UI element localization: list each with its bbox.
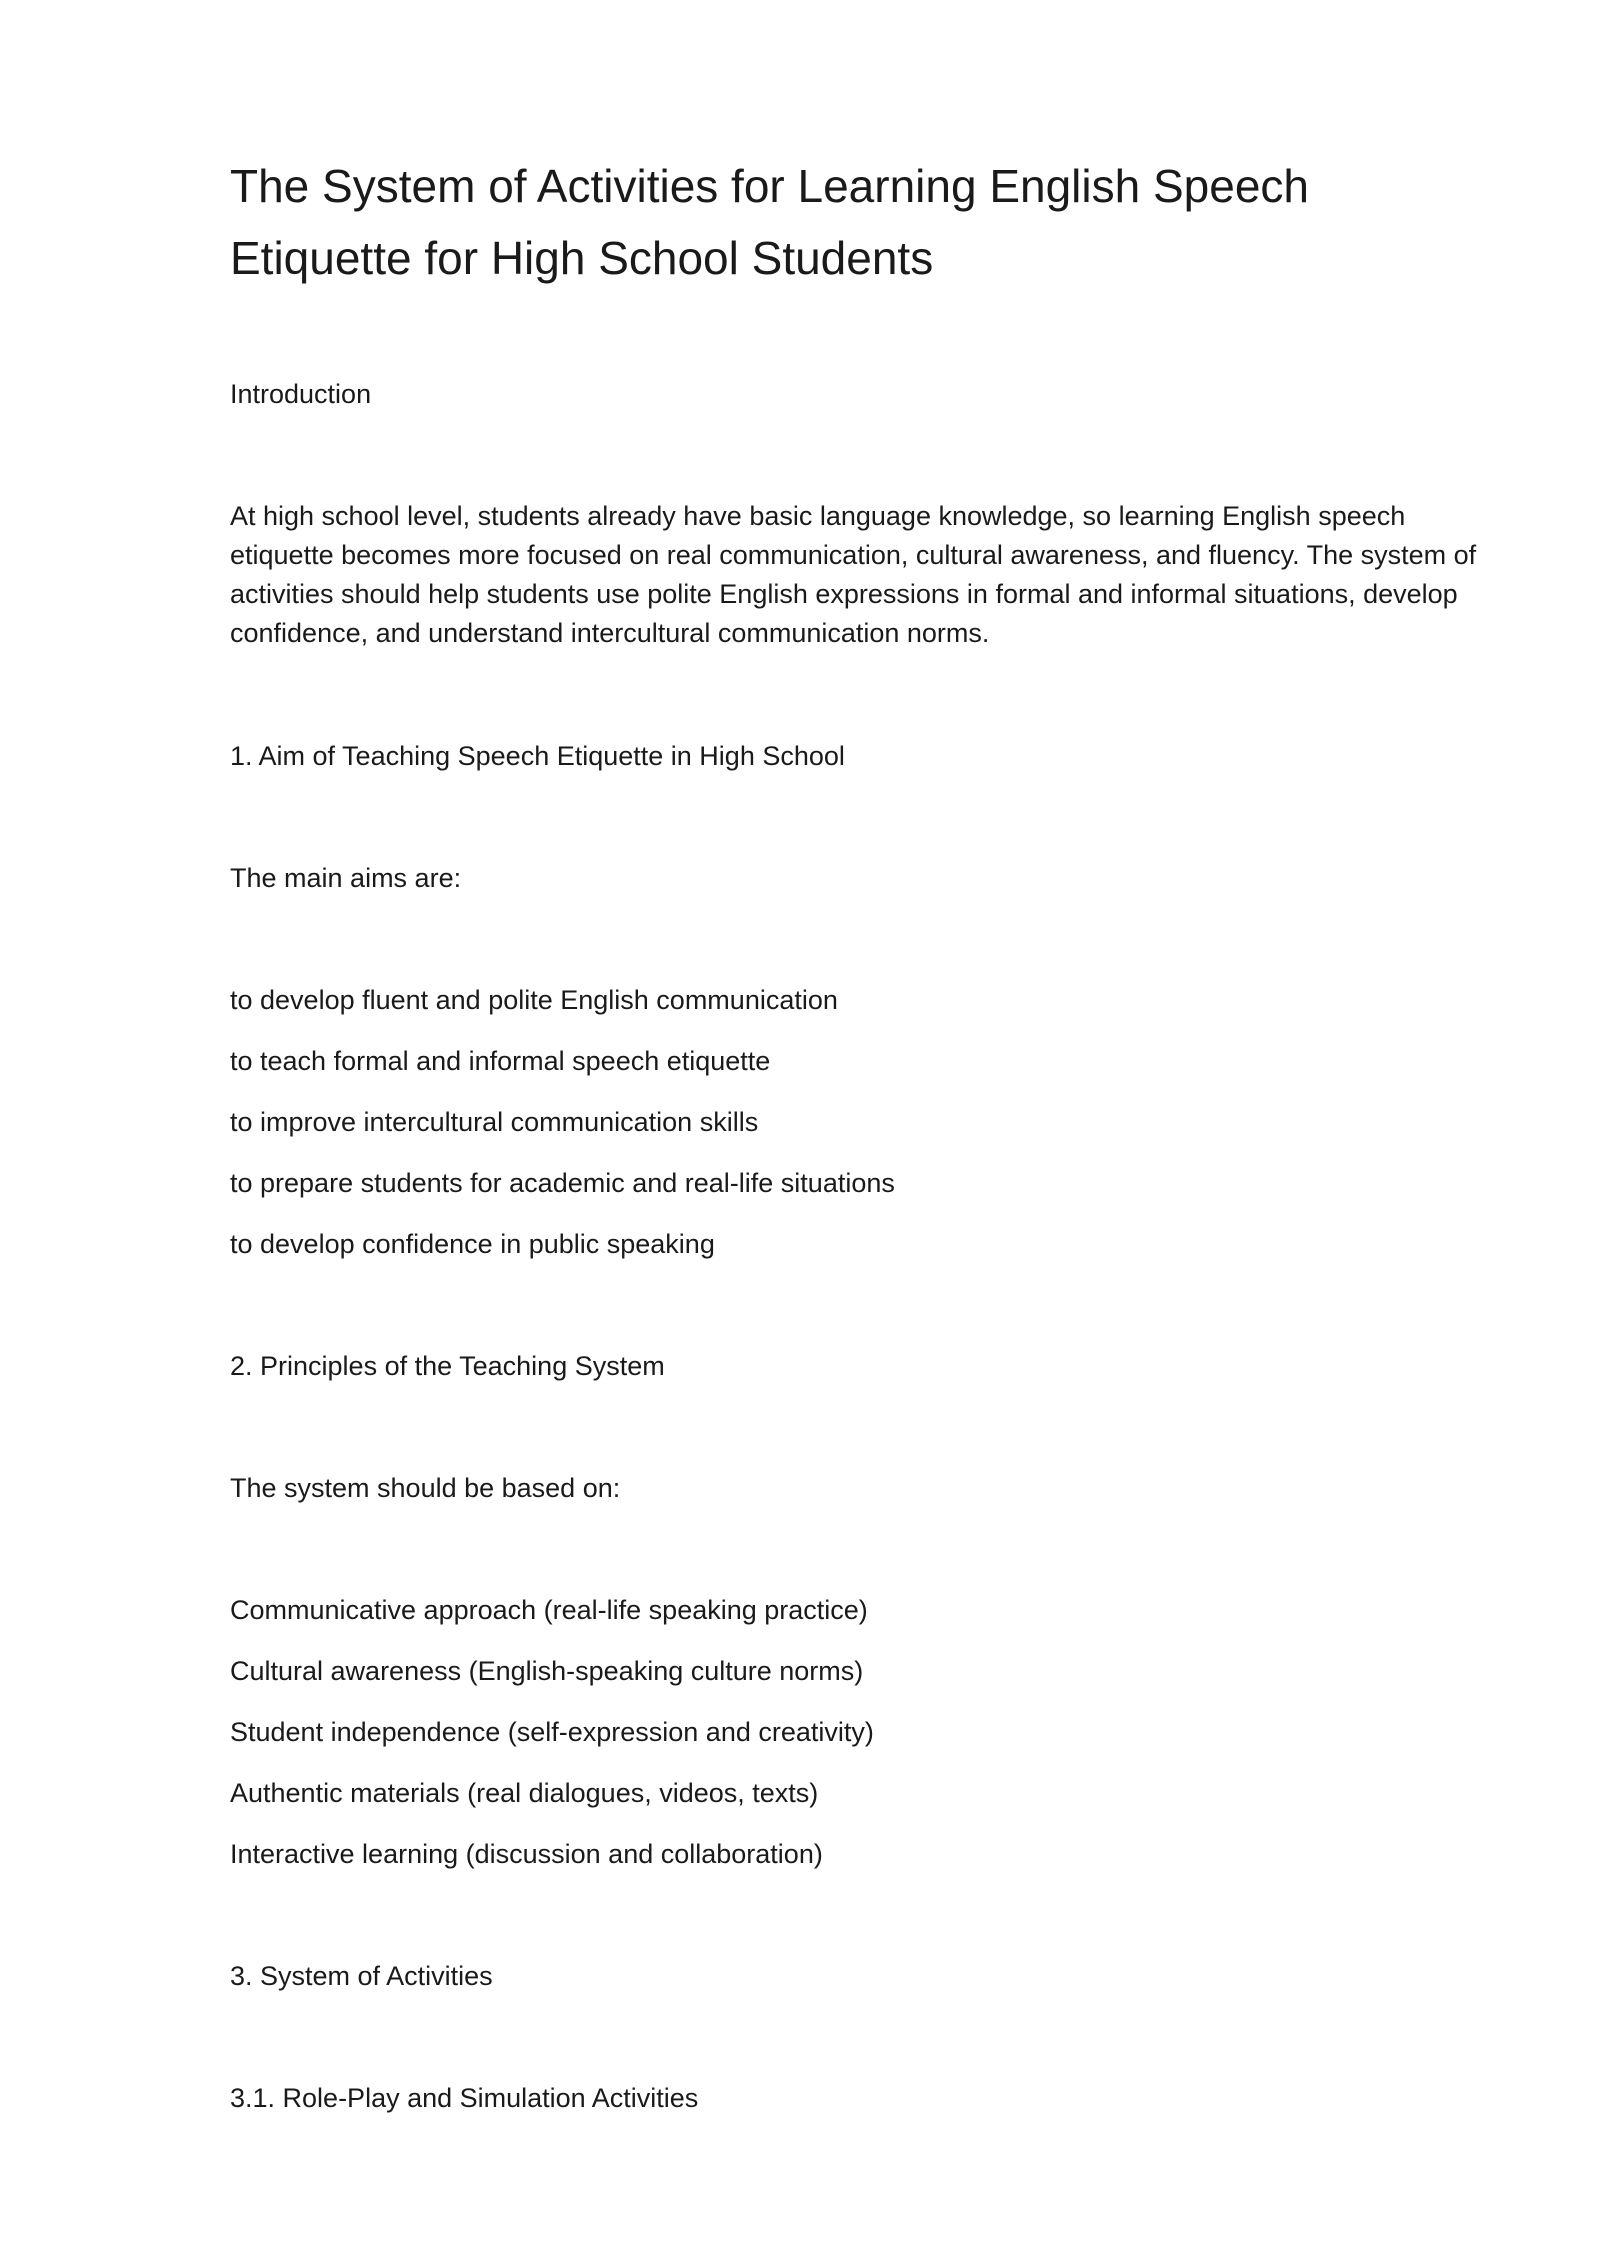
aim-item: to develop fluent and polite English communication [230, 985, 838, 1015]
section-1-heading: 1. Aim of Teaching Speech Etiquette in High School [230, 741, 845, 771]
intro-paragraph [230, 497, 1500, 653]
section-3-heading: 3. System of Activities [230, 1961, 493, 1991]
intro-paragraph-line: activities should help students use polite English expressions in formal and informal situations, develop [230, 579, 1458, 609]
principle-item: Cultural awareness (English-speaking culture norms) [230, 1656, 864, 1686]
principle-item: Authentic materials (real dialogues, videos, texts) [230, 1778, 819, 1808]
title-line-2: Etiquette for High School Students [230, 232, 934, 284]
document-title [230, 150, 1510, 294]
section-2-heading: 2. Principles of the Teaching System [230, 1351, 665, 1381]
aim-item: to develop confidence in public speaking [230, 1229, 715, 1259]
intro-paragraph-line: confidence, and understand intercultural communication norms. [230, 618, 990, 648]
principle-item: Interactive learning (discussion and collaboration) [230, 1839, 823, 1869]
aim-item: to teach formal and informal speech etiquette [230, 1046, 771, 1076]
aim-item: to improve intercultural communication skills [230, 1107, 759, 1137]
introduction-heading: Introduction [230, 379, 372, 409]
section-3-1-heading: 3.1. Role-Play and Simulation Activities [230, 2083, 699, 2113]
section-2-lead: The system should be based on: [230, 1473, 621, 1503]
aim-item: to prepare students for academic and real-life situations [230, 1168, 895, 1198]
section-1-lead: The main aims are: [230, 863, 462, 893]
intro-paragraph-line: At high school level, students already have basic language knowledge, so learning English speech [230, 501, 1406, 531]
principle-item: Communicative approach (real-life speaking practice) [230, 1595, 868, 1625]
principle-item: Student independence (self-expression and creativity) [230, 1717, 874, 1747]
intro-paragraph-line: etiquette becomes more focused on real communication, cultural awareness, and fluency. The system of [230, 540, 1477, 570]
title-line-1: The System of Activities for Learning English Speech [230, 160, 1310, 212]
